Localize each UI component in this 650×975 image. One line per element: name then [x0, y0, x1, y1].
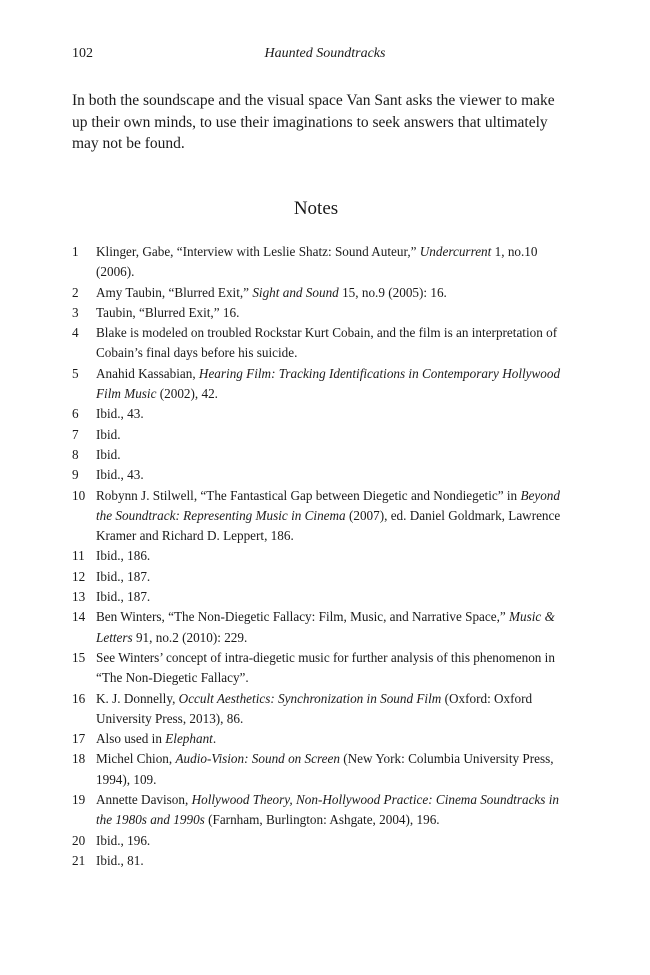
page-header	[72, 46, 578, 66]
note-title-italic: Hollywood Theory, Non-Hollywood Practice: Cinema Soundtracks in the 1980s and 1990s	[96, 792, 559, 828]
note-text-segment: Ibid., 187.	[96, 589, 151, 605]
note-number: 21	[72, 852, 86, 868]
note-number: 15	[72, 649, 86, 665]
note-text-segment: Ibid., 43.	[96, 406, 144, 422]
note-text	[96, 792, 559, 827]
note-item	[72, 425, 564, 445]
note-number: 8	[72, 446, 79, 462]
note-item	[72, 303, 564, 323]
note-text-segment: Ibid.	[96, 446, 121, 462]
note-text	[96, 548, 150, 563]
note-text-segment: 15, no.9 (2005): 16.	[338, 284, 447, 300]
note-text	[96, 427, 121, 442]
note-text	[96, 833, 150, 848]
note-text-segment: .	[212, 731, 217, 747]
note-text	[96, 853, 144, 868]
note-item	[72, 486, 564, 547]
note-text	[96, 305, 239, 320]
note-text-segment: Annette Davison,	[96, 792, 192, 808]
note-title-italic: Music & Letters	[96, 609, 555, 645]
note-text-segment: Michel Chion,	[96, 751, 176, 767]
note-text-segment: Ibid., 81.	[96, 852, 144, 868]
note-text	[96, 751, 554, 786]
note-text-segment: (Farnham, Burlington: Ashgate, 2004), 196.	[204, 812, 440, 828]
note-text	[96, 691, 532, 726]
note-text-segment: 91, no.2 (2010): 229.	[132, 629, 248, 645]
note-text	[96, 244, 537, 279]
note-text-segment: 1, no.10 (2006).	[96, 244, 538, 280]
note-text-segment: Taubin, “Blurred Exit,” 16.	[96, 304, 240, 320]
note-number: 3	[72, 304, 79, 320]
note-number: 16	[72, 690, 86, 706]
note-number: 20	[72, 832, 86, 848]
note-number: 9	[72, 467, 79, 483]
note-text-segment: Blake is modeled on troubled Rockstar Kurt Cobain, and the film is an interpretation of Cobain’s final days before his suicide.	[96, 325, 558, 361]
page-number: 102	[72, 46, 93, 61]
note-text	[96, 325, 557, 360]
note-number: 4	[72, 325, 79, 341]
note-text-segment: Ibid., 187.	[96, 568, 151, 584]
note-number: 7	[72, 426, 79, 442]
note-item	[72, 283, 564, 303]
note-text	[96, 467, 144, 482]
body-paragraph: In both the soundscape and the visual space Van Sant asks the viewer to make up their own minds, to use their imaginations to seek answers that ultimately may not be found.	[72, 92, 555, 152]
note-number: 1	[72, 244, 79, 259]
note-text	[96, 609, 555, 644]
note-title-italic: Sight and Sound	[252, 284, 339, 300]
note-text	[96, 366, 560, 401]
note-title-italic: Occult Aesthetics: Synchronization in Sound Film	[178, 690, 442, 706]
notes-list	[72, 242, 564, 871]
note-text-segment: Ibid., 43.	[96, 467, 144, 483]
note-item	[72, 831, 564, 851]
note-item	[72, 242, 564, 283]
note-text-segment: K. J. Donnelly,	[96, 690, 179, 706]
note-text-segment: Klinger, Gabe, “Interview with Leslie Shatz: Sound Auteur,”	[96, 244, 420, 259]
note-text-segment: Ben Winters, “The Non-Diegetic Fallacy: Film, Music, and Narrative Space,”	[96, 609, 510, 625]
note-number: 18	[72, 751, 86, 767]
note-item	[72, 323, 564, 364]
note-text	[96, 650, 555, 685]
note-number: 2	[72, 284, 79, 300]
note-text-segment: Robynn J. Stilwell, “The Fantastical Gap between Diegetic and Nondiegetic” in	[96, 487, 521, 503]
note-text	[96, 447, 121, 462]
note-title-italic: Undercurrent	[419, 244, 492, 259]
note-text	[96, 569, 150, 584]
note-item	[72, 404, 564, 424]
note-number: 14	[72, 609, 86, 625]
note-title-italic: Audio-Vision: Sound on Screen	[175, 751, 340, 767]
note-text-segment: Amy Taubin, “Blurred Exit,”	[96, 284, 253, 300]
note-number: 6	[72, 406, 79, 422]
note-text	[96, 731, 216, 746]
notes-heading: Notes	[293, 198, 339, 219]
note-title-italic: Elephant	[165, 731, 213, 747]
note-item	[72, 445, 564, 465]
note-item	[72, 364, 564, 405]
note-item	[72, 607, 564, 648]
note-number: 17	[72, 731, 86, 747]
note-text-segment: See Winters’ concept of intra-diegetic music for further analysis of this phenomenon in “The Non-Diegetic Fallacy”.	[96, 649, 555, 686]
note-title-italic: Hearing Film: Tracking Identifications in Contemporary Hollywood Film Music	[96, 365, 561, 402]
note-text	[96, 406, 144, 421]
note-text-segment: (2007), ed. Daniel Goldmark, Lawrence Kramer and Richard D. Leppert, 186.	[96, 507, 561, 544]
note-item	[72, 851, 564, 871]
note-number: 11	[72, 548, 85, 564]
running-title: Haunted Soundtracks	[264, 46, 386, 61]
note-item	[72, 749, 564, 790]
note-item	[72, 648, 564, 689]
note-text-segment: Ibid., 186.	[96, 548, 151, 564]
note-text-segment: Also used in	[96, 731, 166, 747]
note-title-italic: Beyond the Soundtrack: Representing Music in Cinema	[96, 487, 560, 523]
note-text-segment: (Oxford: Oxford University Press, 2013), 86.	[96, 690, 533, 726]
note-text	[96, 285, 447, 300]
note-item	[72, 546, 564, 566]
note-number: 10	[72, 487, 86, 503]
note-text	[96, 488, 560, 544]
note-item	[72, 729, 564, 749]
note-text	[96, 589, 150, 604]
note-text-segment: Ibid.	[96, 426, 121, 442]
note-item	[72, 567, 564, 587]
note-item	[72, 689, 564, 730]
note-item	[72, 587, 564, 607]
note-text-segment: (New York: Columbia University Press, 1994), 109.	[96, 751, 554, 787]
note-text-segment: Anahid Kassabian,	[96, 365, 199, 381]
note-number: 5	[72, 365, 79, 381]
note-text-segment: Ibid., 196.	[96, 832, 151, 848]
note-number: 12	[72, 568, 86, 584]
note-text-segment: (2002), 42.	[156, 386, 218, 402]
note-item	[72, 790, 564, 831]
note-number: 13	[72, 589, 86, 605]
note-number: 19	[72, 792, 86, 808]
note-item	[72, 465, 564, 485]
